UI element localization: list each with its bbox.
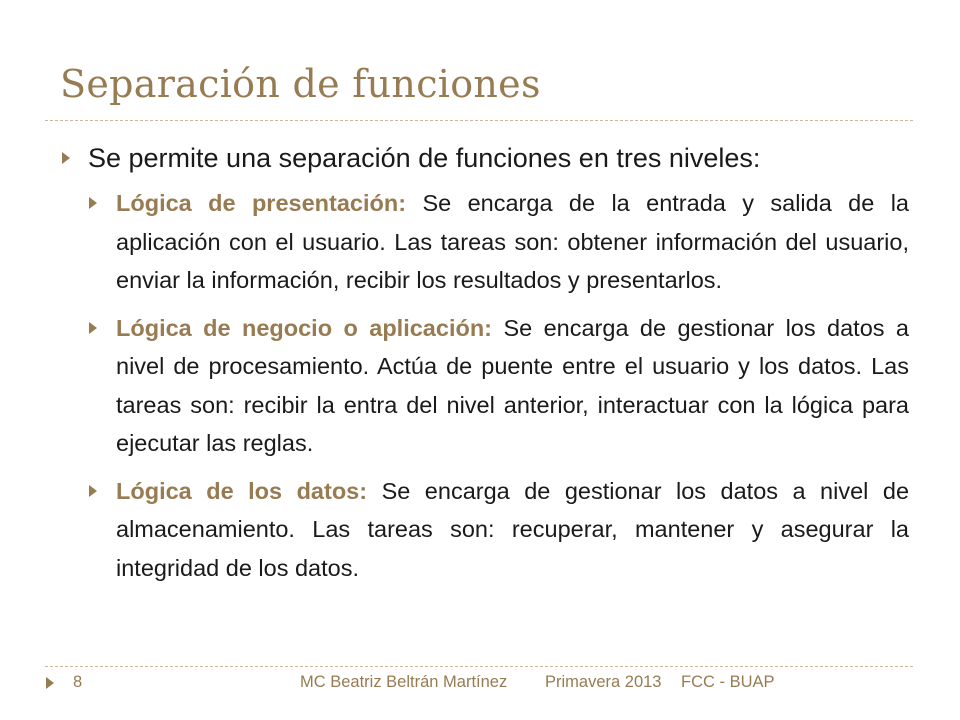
- bullet-intro: [60, 138, 910, 178]
- footer-arrow-icon: [46, 677, 54, 689]
- level-description: Se encarga de gestionar los datos a nivel de procesamiento. Actúa de puente entre el usuario y los datos. Las tareas son: recibir la entra del nivel anterior, interactuar con la lógica para ejecutar las reglas.: [116, 314, 909, 456]
- bullet-arrow-icon: [62, 152, 70, 164]
- bullet-arrow-icon: [89, 197, 97, 209]
- slide-content: [60, 138, 910, 596]
- bullet-arrow-icon: [89, 485, 97, 497]
- level-description: Se encarga de gestionar los datos a nivel de almacenamiento. Las tareas son: recuperar, mantener y asegurar la integridad de los datos.: [116, 477, 910, 581]
- bullet-intro-text: Se permite una separación de funciones en tres niveles:: [88, 143, 761, 173]
- level-description: Se encarga de la entrada y salida de la aplicación con el usuario. Las tareas son: obtener información del usuario, enviar la información, recibir los resultados y presentarlos.: [116, 190, 909, 293]
- footer-author: MC Beatriz Beltrán Martínez: [300, 673, 508, 691]
- level-term: Lógica de los datos:: [116, 477, 368, 504]
- levels-list: [60, 184, 910, 587]
- level-item-presentation: [88, 184, 909, 300]
- level-item-data: [88, 472, 909, 588]
- footer-term: Primavera 2013: [545, 673, 662, 691]
- title-divider: [45, 120, 913, 121]
- level-term: Lógica de negocio o aplicación:: [116, 314, 493, 341]
- page-number: 8: [73, 673, 83, 691]
- footer-divider: [45, 666, 913, 667]
- bullet-arrow-icon: [89, 322, 97, 334]
- footer-institution: FCC - BUAP: [681, 673, 775, 691]
- level-item-business: [88, 309, 909, 463]
- level-term: Lógica de presentación:: [116, 190, 407, 216]
- slide-title: Separación de funciones: [60, 62, 541, 106]
